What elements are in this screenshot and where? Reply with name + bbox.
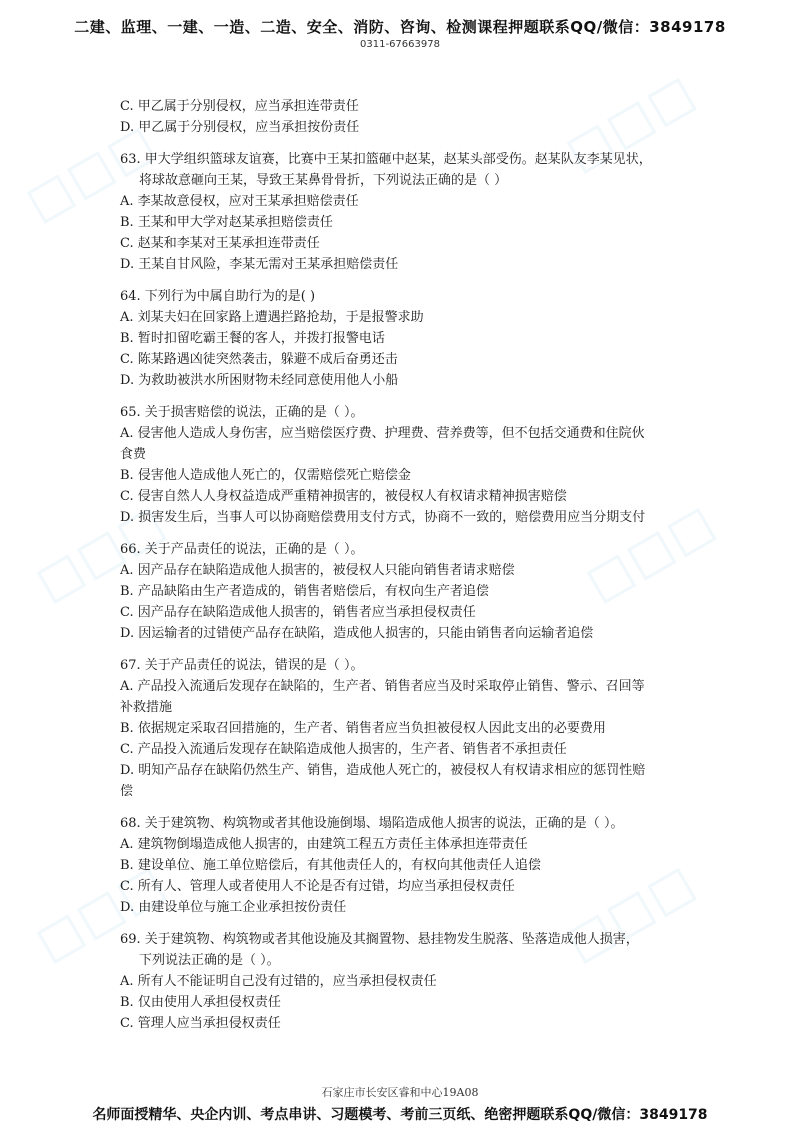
question-stem: 67. 关于产品责任的说法，错误的是（ ）。 bbox=[120, 658, 364, 673]
header-contact: 二建、监理、一建、一造、二造、安全、消防、咨询、检测课程押题联系QQ/微信：3849178 bbox=[74, 18, 726, 36]
document-body bbox=[120, 96, 680, 1034]
question-stem-cont: 下列说法正确的是（ ）。 bbox=[139, 953, 280, 968]
watermark-logo: ◻◻◻ bbox=[13, 109, 167, 236]
question-stem: 65. 关于损害赔偿的说法，正确的是（ ）。 bbox=[120, 405, 364, 420]
question-62-tail bbox=[120, 96, 680, 138]
watermark-logo: ◻◻◻ bbox=[553, 59, 707, 186]
option-b: B. 产品缺陷由生产者造成的，销售者赔偿后，有权向生产者追偿 bbox=[120, 584, 489, 599]
question-66 bbox=[120, 539, 680, 644]
option-c: C. 陈某路遇凶徒突然袭击，躲避不成后奋勇还击 bbox=[120, 352, 398, 367]
option-a: A. 产品投入流通后发现存在缺陷的，生产者、销售者应当及时采取停止销售、警示、召回等 bbox=[120, 679, 645, 694]
question-stem: 68. 关于建筑物、构筑物或者其他设施倒塌、塌陷造成他人损害的说法，正确的是（ ）。 bbox=[120, 816, 624, 831]
option-b: B. 暂时扣留吃霸王餐的客人，并拨打报警电话 bbox=[120, 331, 385, 346]
question-stem: 63. 甲大学组织篮球友谊赛，比赛中王某扣篮砸中赵某，赵某头部受伤。赵某队友李某见状， bbox=[120, 152, 652, 167]
question-64 bbox=[120, 286, 680, 391]
option-c: C. 管理人应当承担侵权责任 bbox=[120, 1016, 281, 1031]
option-b: B. 侵害他人造成他人死亡的，仅需赔偿死亡赔偿金 bbox=[120, 468, 411, 483]
option-d: D. 损害发生后，当事人可以协商赔偿费用支付方式，协商不一致的，赔偿费用应当分期支付 bbox=[120, 510, 646, 525]
option-a: A. 刘某夫妇在回家路上遭遇拦路抢劫，于是报警求助 bbox=[120, 310, 424, 325]
question-65 bbox=[120, 402, 680, 528]
option-a-cont: 补救措施 bbox=[120, 700, 173, 715]
option-d: D. 甲乙属于分别侵权，应当承担按份责任 bbox=[120, 120, 360, 135]
question-stem: 69. 关于建筑物、构筑物或者其他设施及其搁置物、悬挂物发生脱落、坠落造成他人损害， bbox=[120, 932, 639, 947]
question-67 bbox=[120, 655, 680, 802]
option-b: B. 王某和甲大学对赵某承担赔偿责任 bbox=[120, 215, 333, 230]
question-stem-cont: 将球故意砸向王某，导致王某鼻骨骨折，下列说法正确的是（ ） bbox=[139, 173, 508, 188]
option-d: D. 由建设单位与施工企业承担按份责任 bbox=[120, 900, 347, 915]
watermark-logo: ◻◻◻ bbox=[553, 849, 707, 976]
option-b: B. 建设单位、施工单位赔偿后，有其他责任人的，有权向其他责任人追偿 bbox=[120, 858, 541, 873]
option-d: D. 明知产品存在缺陷仍然生产、销售，造成他人死亡的，被侵权人有权请求相应的惩罚性赔 bbox=[120, 763, 646, 778]
option-c: C. 产品投入流通后发现存在缺陷造成他人损害的，生产者、销售者不承担责任 bbox=[120, 742, 567, 757]
option-b: B. 仅由使用人承担侵权责任 bbox=[120, 995, 281, 1010]
option-c: C. 所有人、管理人或者使用人不论是否有过错，均应当承担侵权责任 bbox=[120, 879, 515, 894]
watermark-logo: ◻◻◻ bbox=[23, 849, 177, 976]
question-69 bbox=[120, 929, 680, 1034]
option-a: A. 建筑物倒塌造成他人损害的，由建筑工程五方责任主体承担连带责任 bbox=[120, 837, 528, 852]
option-a: A. 所有人不能证明自己没有过错的，应当承担侵权责任 bbox=[120, 974, 437, 989]
option-a: A. 侵害他人造成人身伤害，应当赔偿医疗费、护理费、营养费等，但不包括交通费和住院伙 bbox=[120, 426, 645, 441]
option-a: A. 李某故意侵权，应对王某承担赔偿责任 bbox=[120, 194, 359, 209]
footer-contact: 名师面授精华、央企内训、考点串讲、习题模考、考前三页纸、绝密押题联系QQ/微信：3849178 bbox=[92, 1107, 708, 1123]
watermark-logo: ◻◻◻ bbox=[23, 489, 177, 616]
option-d: D. 为救助被洪水所困财物未经同意使用他人小船 bbox=[120, 373, 399, 388]
option-d-cont: 偿 bbox=[120, 784, 134, 799]
option-c: C. 侵害自然人人身权益造成严重精神损害的，被侵权人有权请求精神损害赔偿 bbox=[120, 489, 567, 504]
option-a-cont: 食费 bbox=[120, 447, 147, 462]
question-stem: 66. 关于产品责任的说法，正确的是（ ）。 bbox=[120, 542, 364, 557]
footer-address: 石家庄市长安区睿和中心19A08 bbox=[321, 1086, 479, 1099]
option-c: C. 赵某和李某对王某承担连带责任 bbox=[120, 236, 320, 251]
question-stem: 64. 下列行为中属自助行为的是( ) bbox=[120, 289, 316, 304]
header-phone: 0311-67663978 bbox=[360, 39, 440, 50]
option-c: C. 因产品存在缺陷造成他人损害的，销售者应当承担侵权责任 bbox=[120, 605, 476, 620]
option-d: D. 因运输者的过错使产品存在缺陷，造成他人损害的，只能由销售者向运输者追偿 bbox=[120, 626, 594, 641]
watermark-logo: ◻◻◻ bbox=[573, 489, 727, 616]
option-b: B. 依据规定采取召回措施的，生产者、销售者应当负担被侵权人因此支出的必要费用 bbox=[120, 721, 606, 736]
question-68 bbox=[120, 813, 680, 918]
option-c: C. 甲乙属于分别侵权，应当承担连带责任 bbox=[120, 99, 359, 114]
question-63 bbox=[120, 149, 680, 275]
option-d: D. 王某自甘风险，李某无需对王某承担赔偿责任 bbox=[120, 257, 399, 272]
option-a: A. 因产品存在缺陷造成他人损害的，被侵权人只能向销售者请求赔偿 bbox=[120, 563, 515, 578]
